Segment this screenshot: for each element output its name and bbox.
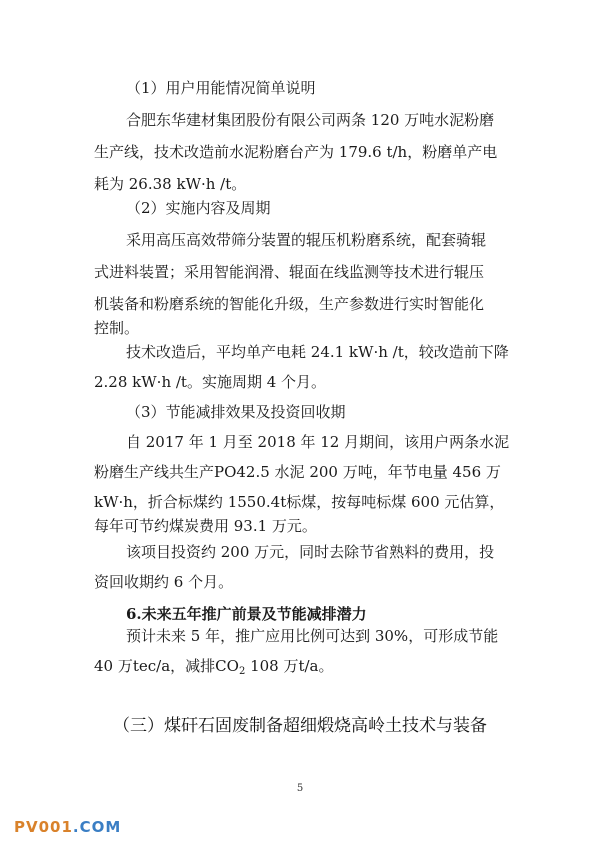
paragraph-line: 机装备和粉磨系统的智能化升级，生产参数进行实时智能化 <box>94 295 485 313</box>
paragraph-line: 合肥东华建材集团股份有限公司两条 120 万吨水泥粉磨 <box>126 111 495 129</box>
paragraph-line: 式进料装置；采用智能润滑、辊面在线监测等技术进行辊压 <box>94 263 485 281</box>
paragraph-line: 预计未来 5 年，推广应用比例可达到 30%，可形成节能 <box>126 627 499 645</box>
paragraph-line: 粉磨生产线共生产PO42.5 水泥 200 万吨，年节电量 456 万 <box>94 463 501 481</box>
co2-subscript: 2 <box>238 666 246 677</box>
paragraph-line: 生产线，技术改造前水泥粉磨台产为 179.6 t/h，粉磨单产电 <box>94 143 498 161</box>
section-title: （三）煤矸石固废制备超细煅烧高岭土技术与装备 <box>113 716 487 736</box>
section-6-heading: 6.未来五年推广前景及节能减排潜力 <box>126 605 367 623</box>
paragraph-line: kW·h，折合标煤约 1550.4t标煤，按每吨标煤 600 元估算， <box>94 493 505 511</box>
paragraph-line: 自 2017 年 1 月至 2018 年 12 月期间，该用户两条水泥 <box>126 433 510 451</box>
paragraph-line: 资回收期约 6 个月。 <box>94 573 234 591</box>
paragraph-line <box>0 656 600 676</box>
emission-text: 40 万tec/a，减排CO <box>94 657 239 675</box>
subheading-implementation: （2）实施内容及周期 <box>126 199 271 217</box>
page-number: 5 <box>296 783 304 794</box>
subheading-user-energy: （1）用户用能情况简单说明 <box>126 79 316 97</box>
paragraph-line: 耗为 26.38 kW·h /t。 <box>94 175 247 193</box>
paragraph-line: 采用高压高效带筛分装置的辊压机粉磨系统，配套骑辊 <box>126 231 487 249</box>
paragraph-line: 该项目投资约 200 万元，同时去除节省熟料的费用，投 <box>126 543 495 561</box>
paragraph-line: 2.28 kW·h /t。实施周期 4 个月。 <box>94 373 327 391</box>
paragraph-line: 技术改造后，平均单产电耗 24.1 kW·h /t，较改造前下降 <box>126 343 509 361</box>
watermark-prefix: PV001 <box>14 818 73 836</box>
watermark-suffix: .COM <box>72 818 122 836</box>
subheading-savings-payback: （3）节能减排效果及投资回收期 <box>126 403 346 421</box>
paragraph-line: 控制。 <box>94 319 140 337</box>
watermark <box>14 818 121 836</box>
paragraph-line: 每年可节约煤炭费用 93.1 万元。 <box>94 517 317 535</box>
emission-text-end: 108 万t/a。 <box>245 657 334 675</box>
